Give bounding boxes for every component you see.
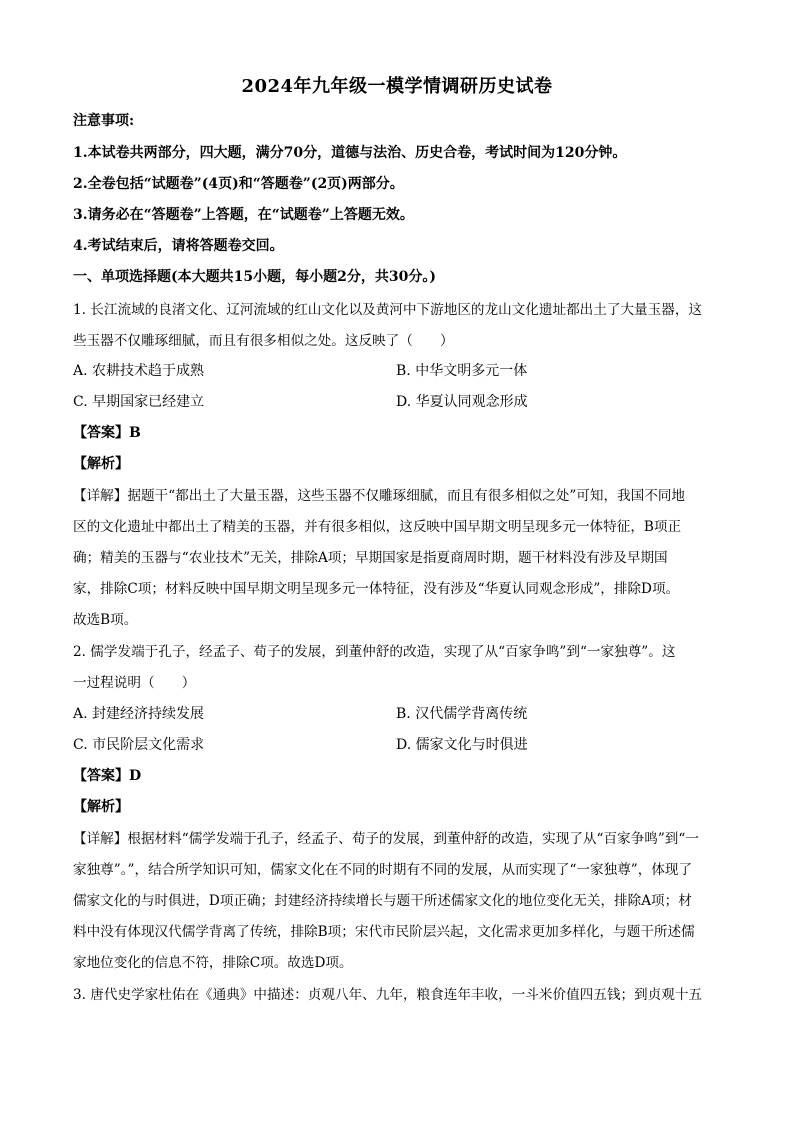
question-2-detail: 家地位变化的信息不符，排除C项。故选D项。 [73,955,353,971]
question-2-detail: 【详解】根据材料“儒学发端于孔子，经孟子、荀子的发展，到董仲舒的改造，实现了从“百家争鸣”到“一 [73,831,699,847]
question-2-option-c: C. 市民阶层文化需求 [73,737,205,753]
question-1-option-b: B. 中华文明多元一体 [396,363,528,379]
question-1-detail: 确；精美的玉器与“农业技术”无关，排除A项；早期国家是指夏商周时期，题干材料没有涉及早期国 [73,550,668,566]
question-3-stem: 3. 唐代史学家杜佑在《通典》中描述：贞观八年、九年，粮食连年丰收，一斗米价值四五钱；到贞观十五 [73,987,703,1003]
question-1-detail: 家，排除C项；材料反映中国早期文明呈现多元一体特征，没有涉及“华夏认同观念形成”，排除D项。 [73,581,680,597]
question-2-option-d: D. 儒家文化与时俱进 [396,737,528,753]
notice-item: 4.考试结束后，请将答题卷交回。 [73,238,284,254]
question-2-detail: 儒家文化的与时俱进，D项正确；封建经济持续增长与题干所述儒家文化的地位变化无关，排除A项；材 [73,893,692,909]
question-2-stem-cont: 一过程说明（ ） [73,675,196,691]
question-1-answer: 【答案】B [73,425,141,441]
notice-heading: 注意事项: [73,113,135,129]
notice-item: 2.全卷包括“试题卷”(4页)和“答题卷”(2页)两部分。 [73,176,404,192]
page-title: 2024年九年级一模学情调研历史试卷 [241,76,553,97]
question-1-stem-cont: 些玉器不仅雕琢细腻，而且有很多相似之处。这反映了（ ） [73,333,454,349]
question-1-stem: 1. 长江流域的良渚文化、辽河流域的红山文化以及黄河中下游地区的龙山文化遗址都出土了大量玉器，这 [73,302,703,318]
question-1-detail: 区的文化遗址中都出土了精美的玉器，并有很多相似，这反映中国早期文明呈现多元一体特征，B项正 [73,519,682,535]
notice-item: 1.本试卷共两部分，四大题，满分70分，道德与法治、历史合卷，考试时间为120分钟。 [73,145,627,161]
question-1-analysis-label: 【解析】 [73,456,129,472]
question-1-option-c: C. 早期国家已经建立 [73,394,205,410]
question-2-detail: 家独尊”。”，结合所学知识可知，儒家文化在不同的时期有不同的发展，从而实现了“一家独尊”，体现了 [73,862,693,878]
question-1-detail: 【详解】据题干“都出土了大量玉器，这些玉器不仅雕琢细腻，而且有很多相似之处”可知，我国不同地 [73,488,686,504]
section-heading: 一、单项选择题(本大题共15小题，每小题2分，共30分。) [73,269,436,285]
question-2-option-b: B. 汉代儒学背离传统 [396,706,528,722]
question-1-option-a: A. 农耕技术趋于成熟 [73,363,205,379]
question-1-option-d: D. 华夏认同观念形成 [396,394,528,410]
question-2-analysis-label: 【解析】 [73,799,129,815]
question-2-detail: 料中没有体现汉代儒学背离了传统，排除B项；宋代市民阶层兴起，文化需求更加多样化，与题干所述儒 [73,924,695,940]
question-1-detail: 故选B项。 [73,612,138,628]
notice-item: 3.请务必在“答题卷”上答题，在“试题卷”上答题无效。 [73,207,414,223]
question-2-stem: 2. 儒学发端于孔子，经孟子、荀子的发展，到董仲舒的改造，实现了从“百家争鸣”到“一家独尊”。这 [73,644,676,660]
question-2-answer: 【答案】D [73,768,142,784]
question-2-option-a: A. 封建经济持续发展 [73,706,205,722]
